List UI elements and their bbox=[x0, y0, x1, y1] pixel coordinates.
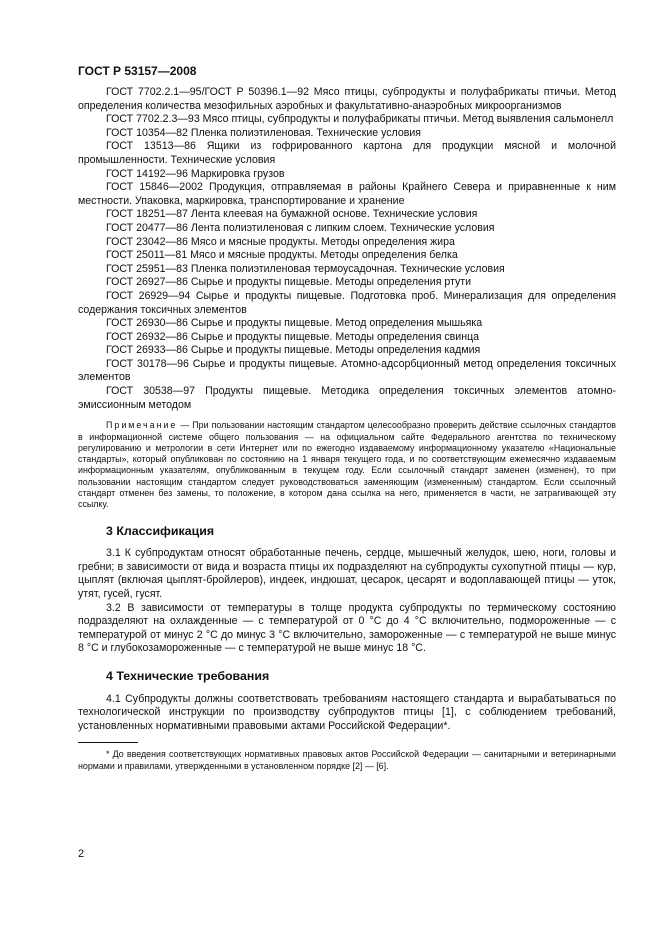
section-4-title: 4 Технические требования bbox=[106, 668, 270, 683]
reference-item: ГОСТ 20477—86 Лента полиэтиленовая с липким слоем. Технические условия bbox=[106, 221, 495, 234]
reference-item: ГОСТ 13513—86 Ящики из гофрированного картона для продукции мясной и молочной промышленности. Технические условия bbox=[78, 140, 616, 166]
reference-item: ГОСТ 26933—86 Сырье и продукты пищевые. Методы определения кадмия bbox=[106, 344, 481, 357]
reference-item: ГОСТ 30538—97 Продукты пищевые. Методика определения токсичных элементов атомно-эмиссионным методом bbox=[78, 385, 616, 411]
reference-item: ГОСТ 26930—86 Сырье и продукты пищевые. Метод определения мышьяка bbox=[106, 317, 483, 330]
page-number: 2 bbox=[78, 848, 85, 860]
reference-item: ГОСТ 25951—83 Пленка полиэтиленовая термоусадочная. Технические условия bbox=[106, 262, 505, 275]
reference-item: ГОСТ 15846—2002 Продукция, отправляемая в районы Крайнего Севера и приравненные к ним местности. Упаковка, маркировка, транспортирование и хранение bbox=[78, 181, 616, 207]
reference-item: ГОСТ 7702.2.1—95/ГОСТ Р 50396.1—92 Мясо птицы, субпродукты и полуфабрикаты птичьи. Метод определения количества мезофильных аэробных и факультативно-анаэробных микроорганизмов bbox=[78, 86, 616, 112]
footnote-separator bbox=[78, 742, 138, 743]
page-body bbox=[78, 86, 616, 772]
reference-item: ГОСТ 30178—96 Сырье и продукты пищевые. Атомно-адсорбционный метод определения токсичных элементов bbox=[78, 357, 616, 384]
section-3-paragraph-1: 3.1 К субпродуктам относят обработанные печень, сердце, мышечный желудок, шею, ноги, головы и гребни; в зависимости от вида и возраста птицы их подразделяют на субпродукты сухопутной птицы — кур, цыплят (включая цыплят-бройлеров), индеек, индюшат, цесарок, цесарят и водоплавающей птицы — уток, утят, гусей, гусят. bbox=[78, 547, 616, 600]
document-header: ГОСТ Р 53157—2008 bbox=[78, 64, 197, 78]
note-text: — При пользовании настоящим стандартом целесообразно проверить действие ссылочных стандартов в информационной системе общего пользования — на официальном сайте Федерального агентства по техническому регулированию и метрологии в сети Интернет или по ежегодно издаваемому информационному указателю «Национальные стандарты», который опубликован по состоянию на 1 января текущего года, и по соответствующим ежемесячно издаваемым информационным указателям, опубликованным в текущем году. Если ссылочный стандарт заменен (изменен), то при пользовании настоящим стандартом следует руководствоваться заменяющим (измененным) стандартом. Если ссылочный стандарт отменен без замены, то положение, в котором дана ссылка на него, применяется в части, не затрагивающей эту ссылку. bbox=[78, 420, 616, 510]
reference-item: ГОСТ 23042—86 Мясо и мясные продукты. Методы определения жира bbox=[106, 235, 455, 248]
reference-item: ГОСТ 25011—81 Мясо и мясные продукты. Методы определения белка bbox=[106, 249, 458, 262]
footnote: * До введения соответствующих нормативных правовых актов Российской Федерации — санитарными и ветеринарными нормами и правилами, утвержденными в установленном порядке [2] — [6]. bbox=[78, 749, 616, 771]
reference-item: ГОСТ 26932—86 Сырье и продукты пищевые. Методы определения свинца bbox=[106, 330, 480, 343]
reference-item: ГОСТ 10354—82 Пленка полиэтиленовая. Технические условия bbox=[106, 126, 422, 139]
reference-item: ГОСТ 26927—86 Сырье и продукты пищевые. Методы определения ртути bbox=[106, 276, 472, 289]
reference-item: ГОСТ 14192—96 Маркировка грузов bbox=[106, 167, 285, 180]
reference-item: ГОСТ 7702.2.3—93 Мясо птицы, субпродукты и полуфабрикаты птичьи. Метод выявления сальмонелл bbox=[106, 113, 614, 126]
section-3-title: 3 Классификация bbox=[106, 523, 215, 538]
reference-item: ГОСТ 18251—87 Лента клеевая на бумажной основе. Технические условия bbox=[106, 208, 478, 221]
section-3-paragraph-2: 3.2 В зависимости от температуры в толще продукта субпродукты по термическому состоянию подразделяют на охлажденные — с температурой от 0 °С до 4 °С включительно, подмороженные — с температурой от минус 2 °С до минус 3 °С включительно, замороженные — с температурой не выше минус 8 °С и глубокозамороженные — с температурой не выше минус 18 °С. bbox=[78, 601, 616, 655]
note-label: Примечание bbox=[106, 420, 178, 431]
section-4-paragraph-1: 4.1 Субпродукты должны соответствовать требованиям настоящего стандарта и вырабатываться по технологической инструкции по производству субпродуктов птицы [1], с соблюдением требований, установленных нормативными правовыми актами Российской Федерации*. bbox=[78, 692, 616, 732]
note-paragraph bbox=[78, 420, 616, 510]
reference-item: ГОСТ 26929—94 Сырье и продукты пищевые. Подготовка проб. Минерализация для определения содержания токсичных элементов bbox=[78, 289, 616, 316]
